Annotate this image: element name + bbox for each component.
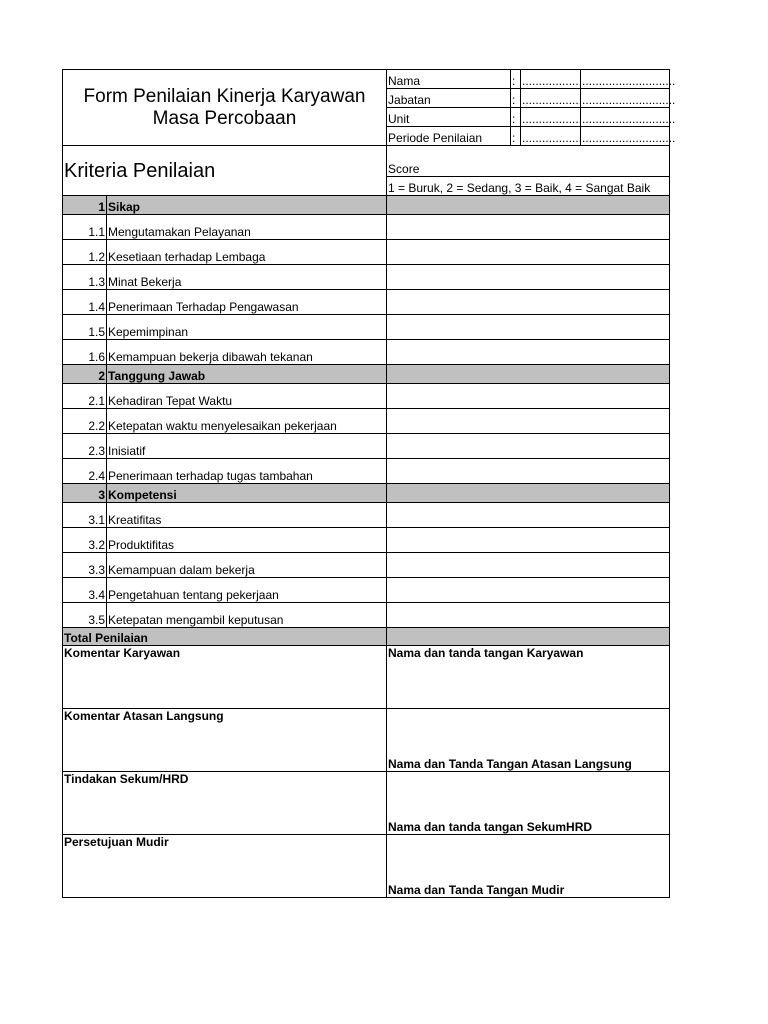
criteria-number: 2.2 [63, 409, 107, 434]
score-input-cell[interactable] [387, 265, 670, 290]
criteria-label: Ketepatan mengambil keputusan [107, 603, 387, 628]
section-header [63, 196, 670, 215]
criteria-row [63, 528, 670, 553]
field-value-nama[interactable]: .............................................. [521, 70, 581, 89]
field-colon: : [511, 89, 521, 108]
signoff-row [63, 646, 670, 709]
criteria-label: Kesetiaan terhadap Lembaga [107, 240, 387, 265]
section-score-cell [387, 484, 670, 503]
evaluation-form [62, 69, 676, 898]
field-label-periode: Periode Penilaian [387, 127, 511, 146]
comment-box[interactable]: Persetujuan Mudir [63, 835, 387, 898]
criteria-label: Mengutamakan Pelayanan [107, 215, 387, 240]
section-number: 2 [63, 365, 107, 384]
score-input-cell[interactable] [387, 553, 670, 578]
field-label-jabatan: Jabatan [387, 89, 511, 108]
score-input-cell[interactable] [387, 459, 670, 484]
criteria-label: Inisiatif [107, 434, 387, 459]
criteria-row [63, 315, 670, 340]
criteria-number: 3.3 [63, 553, 107, 578]
criteria-label: Ketepatan waktu menyelesaikan pekerjaan [107, 409, 387, 434]
criteria-row [63, 434, 670, 459]
section-number: 3 [63, 484, 107, 503]
comment-box[interactable]: Tindakan Sekum/HRD [63, 772, 387, 835]
criteria-number: 1.4 [63, 290, 107, 315]
criteria-label: Penerimaan Terhadap Pengawasan [107, 290, 387, 315]
criteria-number: 2.1 [63, 384, 107, 409]
criteria-number: 3.2 [63, 528, 107, 553]
section-score-cell [387, 196, 670, 215]
criteria-title: Kriteria Penilaian [63, 146, 387, 196]
criteria-label: Kemampuan bekerja dibawah tekanan [107, 340, 387, 365]
criteria-row [63, 578, 670, 603]
score-scale: 1 = Buruk, 2 = Sedang, 3 = Baik, 4 = Sangat Baik [387, 177, 670, 196]
signature-box[interactable]: Nama dan Tanda Tangan Atasan Langsung [387, 709, 670, 772]
score-input-cell[interactable] [387, 603, 670, 628]
field-value-unit[interactable]: .............................................. [521, 108, 581, 127]
criteria-number: 2.4 [63, 459, 107, 484]
criteria-number: 1.5 [63, 315, 107, 340]
criteria-number: 1.1 [63, 215, 107, 240]
total-label: Total Penilaian [63, 628, 387, 646]
comment-box[interactable]: Komentar Karyawan [63, 646, 387, 709]
score-input-cell[interactable] [387, 528, 670, 553]
criteria-number: 2.3 [63, 434, 107, 459]
criteria-number: 3.4 [63, 578, 107, 603]
score-input-cell[interactable] [387, 434, 670, 459]
signature-box[interactable]: Nama dan Tanda Tangan Mudir [387, 835, 670, 898]
criteria-row [63, 265, 670, 290]
section-number: 1 [63, 196, 107, 215]
criteria-label: Minat Bekerja [107, 265, 387, 290]
signature-box[interactable]: Nama dan tanda tangan Karyawan [387, 646, 670, 709]
score-input-cell[interactable] [387, 503, 670, 528]
section-name: Tanggung Jawab [107, 365, 387, 384]
section-header [63, 484, 670, 503]
score-input-cell[interactable] [387, 340, 670, 365]
criteria-number: 1.2 [63, 240, 107, 265]
criteria-label: Kepemimpinan [107, 315, 387, 340]
criteria-number: 3.1 [63, 503, 107, 528]
criteria-label: Kemampuan dalam bekerja [107, 553, 387, 578]
section-header [63, 365, 670, 384]
signoff-row [63, 709, 670, 772]
field-colon: : [511, 108, 521, 127]
score-input-cell[interactable] [387, 290, 670, 315]
criteria-row [63, 603, 670, 628]
section-name: Sikap [107, 196, 387, 215]
criteria-number: 3.5 [63, 603, 107, 628]
field-label-unit: Unit [387, 108, 511, 127]
criteria-row [63, 215, 670, 240]
criteria-label: Pengetahuan tentang pekerjaan [107, 578, 387, 603]
signoff-row [63, 835, 670, 898]
criteria-row [63, 553, 670, 578]
section-name: Kompetensi [107, 484, 387, 503]
comment-box[interactable]: Komentar Atasan Langsung [63, 709, 387, 772]
field-value-periode[interactable]: .............................................. [521, 127, 581, 146]
signature-box[interactable]: Nama dan tanda tangan SekumHRD [387, 772, 670, 835]
form-title: Form Penilaian Kinerja Karyawan Masa Percobaan [63, 70, 387, 146]
criteria-label: Kehadiran Tepat Waktu [107, 384, 387, 409]
field-colon: : [511, 70, 521, 89]
criteria-row [63, 240, 670, 265]
criteria-label: Produktifitas [107, 528, 387, 553]
criteria-row [63, 384, 670, 409]
total-row [63, 628, 670, 646]
score-input-cell[interactable] [387, 409, 670, 434]
criteria-row [63, 459, 670, 484]
field-value-jabatan[interactable]: .............................................. [521, 89, 581, 108]
criteria-label: Kreatifitas [107, 503, 387, 528]
form-table [62, 69, 676, 898]
field-colon: : [511, 127, 521, 146]
score-input-cell[interactable] [387, 384, 670, 409]
score-input-cell[interactable] [387, 578, 670, 603]
criteria-number: 1.6 [63, 340, 107, 365]
signoff-row [63, 772, 670, 835]
criteria-row [63, 340, 670, 365]
score-input-cell[interactable] [387, 215, 670, 240]
criteria-row [63, 290, 670, 315]
field-label-nama: Nama [387, 70, 511, 89]
total-score-cell[interactable] [387, 628, 670, 646]
score-label: Score [387, 146, 670, 177]
criteria-label: Penerimaan terhadap tugas tambahan [107, 459, 387, 484]
criteria-number: 1.3 [63, 265, 107, 290]
section-score-cell [387, 365, 670, 384]
criteria-row [63, 503, 670, 528]
score-input-cell[interactable] [387, 240, 670, 265]
score-input-cell[interactable] [387, 315, 670, 340]
criteria-row [63, 409, 670, 434]
